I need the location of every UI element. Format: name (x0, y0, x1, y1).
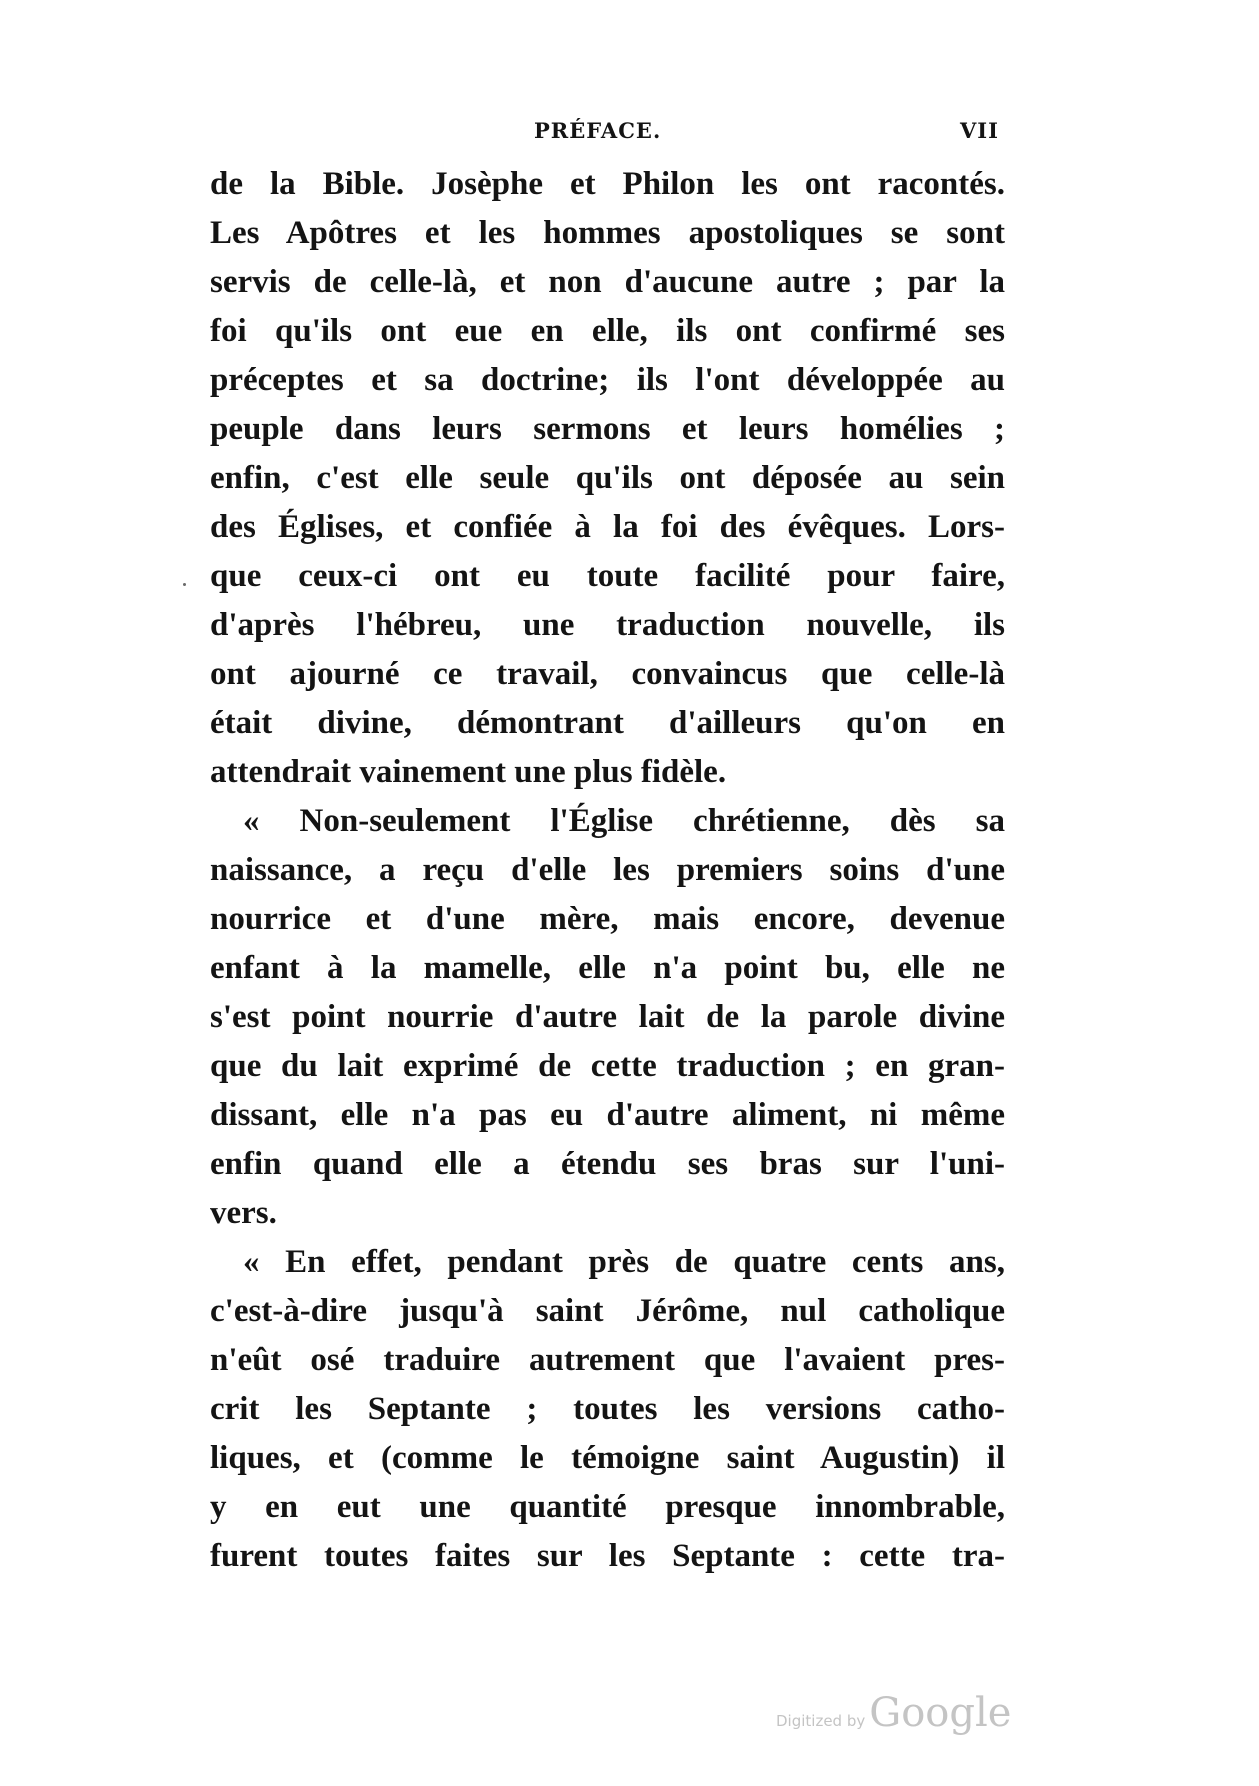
text-line: naissance, a reçu d'elle les premiers soins d'une (210, 852, 1005, 888)
text-line: de la Bible. Josèphe et Philon les ont racontés. (210, 166, 1005, 202)
text-line: était divine, démontrant d'ailleurs qu'on en (210, 705, 1005, 741)
text-line: enfin quand elle a étendu ses bras sur l'uni- (210, 1146, 1005, 1182)
text-line: des Églises, et confiée à la foi des évêques. Lors- (210, 509, 1005, 545)
watermark-brand: Google (869, 1690, 1012, 1736)
text-line: attendrait vainement une plus fidèle. (210, 754, 727, 790)
text-line: vers. (210, 1195, 277, 1231)
body-text (210, 160, 1005, 1581)
text-line: « Non-seulement l'Église chrétienne, dès sa (243, 803, 1005, 839)
text-line: « En effet, pendant près de quatre cents ans, (243, 1244, 1005, 1280)
text-line: préceptes et sa doctrine; ils l'ont développée au (210, 362, 1005, 398)
text-line: enfin, c'est elle seule qu'ils ont déposée au sein (210, 460, 1005, 496)
text-line: furent toutes faites sur les Septante : cette tra- (210, 1538, 1005, 1574)
watermark-prefix: Digitized by (776, 1712, 866, 1730)
paragraph (210, 797, 1005, 1238)
text-line: que du lait exprimé de cette traduction ; en gran- (210, 1048, 1005, 1084)
text-line: s'est point nourrie d'autre lait de la parole divine (210, 999, 1005, 1035)
text-line: ont ajourné ce travail, convaincus que celle-là (210, 656, 1005, 692)
digitized-watermark (776, 1690, 1011, 1736)
text-line: y en eut une quantité presque innombrable, (210, 1489, 1005, 1525)
text-line: peuple dans leurs sermons et leurs homélies ; (210, 411, 1005, 447)
text-line: n'eût osé traduire autrement que l'avaient pres- (210, 1342, 1005, 1378)
page-number: VII (960, 118, 999, 143)
text-line: dissant, elle n'a pas eu d'autre aliment, ni même (210, 1097, 1005, 1133)
running-head: PRÉFACE. (534, 118, 662, 143)
text-line: que ceux-ci ont eu toute facilité pour faire, (210, 558, 1005, 594)
text-line: Les Apôtres et les hommes apostoliques se sont (210, 215, 1005, 251)
text-line: servis de celle-là, et non d'aucune autre ; par la (210, 264, 1005, 300)
scan-speck (183, 583, 186, 586)
text-line: crit les Septante ; toutes les versions catho- (210, 1391, 1005, 1427)
text-line: enfant à la mamelle, elle n'a point bu, elle ne (210, 950, 1005, 986)
page-header (0, 118, 1259, 148)
text-line: nourrice et d'une mère, mais encore, devenue (210, 901, 1005, 937)
paragraph (210, 1238, 1005, 1581)
paragraph (210, 160, 1005, 797)
text-line: d'après l'hébreu, une traduction nouvelle, ils (210, 607, 1005, 643)
text-line: foi qu'ils ont eue en elle, ils ont confirmé ses (210, 313, 1005, 349)
text-line: c'est-à-dire jusqu'à saint Jérôme, nul catholique (210, 1293, 1005, 1329)
text-line: liques, et (comme le témoigne saint Augustin) il (210, 1440, 1005, 1476)
